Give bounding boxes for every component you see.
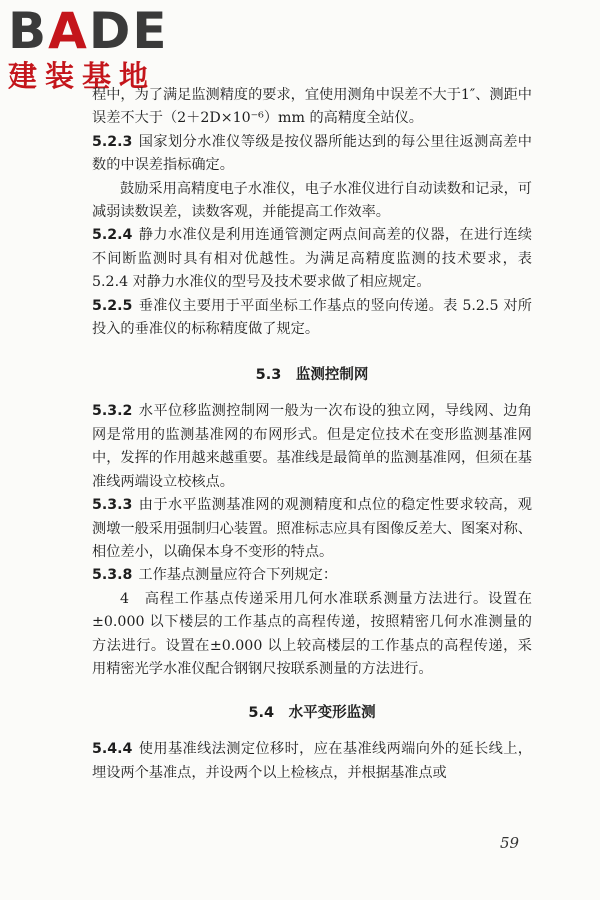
paragraph (92, 494, 532, 564)
clause-number: 5.3.3 (92, 497, 133, 514)
paragraph-text: 工作基点测量应符合下列规定： (138, 567, 338, 584)
clause-number: 5.3.8 (92, 567, 133, 584)
paragraph-text: 垂准仪主要用于平面坐标工作基点的竖向传递。表 5.2.5 对所投入的垂准仪的标称精度做了规定。 (92, 297, 532, 338)
paragraph-text: 程中，为了满足监测精度的要求，宜使用测角中误差不大于1″、测距中误差不大于（2＋2D×10⁻⁶）mm 的高精度全站仪。 (92, 87, 532, 127)
paragraph (92, 588, 532, 682)
paragraph-group-top (92, 84, 532, 341)
section-heading-5-4: 5.4 水平变形监测 (248, 705, 376, 722)
document-body (92, 84, 532, 785)
clause-number: 5.3.2 (92, 403, 133, 420)
paragraph-text: 鼓励采用高精度电子水准仪，电子水准仪进行自动读数和记录，可减弱读数误差，读数客观，并能提高工作效率。 (92, 180, 532, 221)
paragraph-group-mid (92, 400, 532, 681)
paragraph-text: 水平位移监测控制网一般为一次布设的独立网，导线网、边角网是常用的监测基准网的布网形式。但是定位技术在变形监测基准网中，发挥的作用越来越重要。基准线是最简单的监测基准网，但须在基准线两端设立校核点。 (92, 403, 532, 490)
page-number: 59 (500, 834, 520, 852)
paragraph (92, 131, 532, 178)
paragraph-group-bottom (92, 738, 532, 785)
brand-logo (8, 4, 178, 92)
clause-number: 5.2.3 (92, 133, 133, 150)
paragraph-text: 静力水准仪是利用连通管测定两点间高差的仪器，在进行连续不间断监测时具有相对优越性。为满足高精度监测的技术要求，表 5.2.4 对静力水准仪的型号及技术要求做了相应规定。 (92, 227, 532, 291)
paragraph-text: 国家划分水准仪等级是按仪器所能达到的每公里往返测高差中数的中误差指标确定。 (92, 133, 532, 174)
paragraph (92, 224, 532, 294)
logo-wordmark: BADE (8, 2, 169, 60)
clause-number: 5.2.4 (92, 227, 133, 244)
paragraph (92, 564, 532, 587)
paragraph (92, 295, 532, 342)
logo-subtitle: 建装基地 (8, 59, 157, 93)
paragraph-text: 使用基准线法测定位移时，应在基准线两端向外的延长线上，埋设两个基准点，并设两个以上检核点，并根据基准点或 (92, 741, 532, 781)
paragraph-text: 由于水平监测基准网的观测精度和点位的稳定性要求较高，观测墩一般采用强制归心装置。照准标志应具有图像反差大、图案对称、相位差小，以确保本身不变形的特点。 (92, 497, 532, 560)
clause-number: 5.4.4 (92, 741, 133, 758)
paragraph (92, 178, 532, 225)
paragraph (92, 738, 532, 785)
paragraph-text: 4 高程工作基点传递采用几何水准联系测量方法进行。设置在±0.000 以下楼层的工作基点的高程传递，按照精密几何水准测量的方法进行。设置在±0.000 以上较高楼层的工作基点的高程传递，采用精密光学水准仪配合钢钢尺按联系测量的方法进行。 (92, 590, 532, 677)
section-heading-5-3: 5.3 监测控制网 (255, 367, 369, 384)
clause-number: 5.2.5 (92, 297, 133, 314)
paragraph (92, 400, 532, 494)
paragraph (92, 84, 532, 131)
